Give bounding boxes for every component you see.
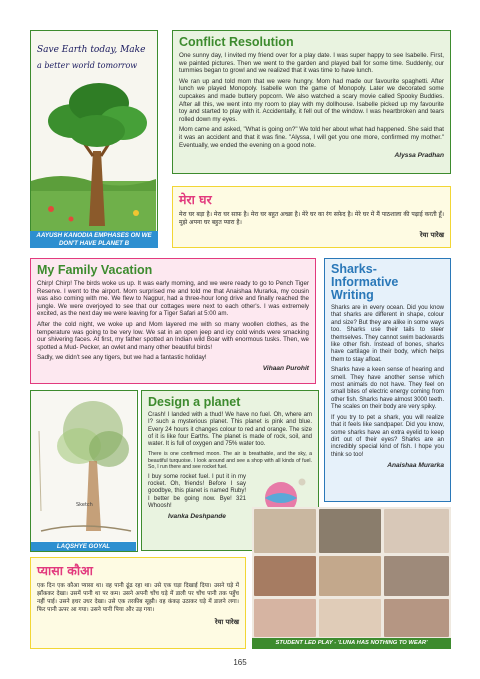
svg-text:Sketch: Sketch bbox=[76, 502, 93, 508]
article-pyasa-kauwa bbox=[30, 557, 246, 649]
planet-paragraph-3: I buy some rocket fuel. I put it in my rocket. Oh, friends! Before I say goodbye, this planet is named Ruby! I better be going now. Bye! 321 Whoosh! bbox=[148, 473, 246, 509]
planet-author: Ivanka Deshpande bbox=[168, 513, 226, 521]
sharks-paragraph-3: If you try to pet a shark, you will realize that it feels like sandpaper. Did you know, some sharks have an extra eyelid to keep dirt out of their eyes? Sharks are an incredibly special kind of fish. I hope you think so too! bbox=[331, 414, 444, 458]
vacation-paragraph-3: Sadly, we didn't see any tigers, but we had a fantastic holiday! bbox=[37, 354, 207, 362]
vacation-paragraph-1: Chirp! Chirp! The birds woke us up. It was early morning, and we were ready to go to Pench Tiger Reserve. I went to the airport. Mom surprised me and told me that Anaishaa Murarka, my cousin was also coming with me. We flew to Nagpur, had a three-hour long drive and finally reached the jungle. We were overjoyed to see that our cottages were next to each other's. I was extremely excited, as the next day we were leaving for a Tiger Safari at 5:00 am. bbox=[37, 280, 309, 318]
sharks-author: Anaishaa Murarka bbox=[387, 462, 444, 470]
photo-tile-5 bbox=[319, 556, 381, 596]
photo-student-play bbox=[252, 507, 451, 649]
kauwa-author: रेया पारेख bbox=[214, 618, 239, 626]
drawing-tree-art bbox=[31, 391, 136, 541]
article-mera-ghar bbox=[172, 186, 451, 248]
drawing-save-earth-caption: AAYUSH KANODIA EMPHASES ON WE DON'T HAVE PLANET B bbox=[30, 231, 158, 248]
handwritten-line-1: Save Earth today, Make bbox=[37, 45, 146, 55]
drawing-save-earth bbox=[30, 30, 158, 248]
vacation-author: Vihaan Purohit bbox=[262, 364, 309, 372]
planet-paragraph-2: There is one confirmed moon. The air is breathable, and the sky, a beautiful turquoise. I look around and see a shop with all kinds of fuel. So, I run there and see rocket fuel. bbox=[148, 451, 312, 471]
planet-title: Design a planet bbox=[148, 395, 241, 409]
kauwa-text: एक दिन एक कौआ प्यासा था। वह पानी ढूंढ रहा था। उसे एक घड़ा दिखाई दिया। उसने घड़े में झाँककर देखा। उसमें पानी था पर कम। उसने अपनी चोंच घड़े में डाली पर चोंच पानी तक पहुँच नहीं पाई। उसने इधर उधर देखा। उसे एक तरकीब सूझी। वह कंकड़ उठाकर घड़े में डालने लगा। फिर पानी ऊपर आ गया। उसने पानी पिया और उड़ गया। bbox=[37, 583, 239, 613]
handwritten-line-2: a better world tomorrow bbox=[37, 61, 138, 70]
mera-ghar-author: रेया पारेख bbox=[419, 231, 444, 239]
sharks-title: Sharks- Informative Writing bbox=[331, 262, 399, 302]
photo-tile-6 bbox=[384, 556, 449, 596]
article-conflict-resolution bbox=[172, 30, 451, 174]
sharks-paragraph-1: Sharks are in every ocean. Did you know that sharks are different in shape, colour and size? But they are alike in some ways too. Sharks use their tails to steer themselves. They cannot swim backwards like other fish. Instead of bones, sharks have cartilage in their body, which helps them to stay afloat. bbox=[331, 305, 444, 363]
vacation-title: My Family Vacation bbox=[37, 263, 153, 277]
kauwa-title: प्यासा कौआ bbox=[37, 563, 93, 578]
photo-caption: STUDENT LED PLAY - 'LUNA HAS NOTHING TO WEAR' bbox=[252, 638, 451, 649]
article-sharks bbox=[324, 258, 451, 502]
conflict-title: Conflict Resolution bbox=[179, 35, 294, 49]
drawing-tree bbox=[30, 390, 138, 552]
vacation-paragraph-2: After the cold night, we woke up and Mom layered me with so many woollen clothes, as the temperature was going to be very low. We sat in an open jeep and icy cold winds were smacking our shivering faces. At first, my father spotted an Indian wild Boar with enormous tusks. Then, we spotted a Mud- Pecker, an owlet and many other beautiful birds! bbox=[37, 320, 309, 351]
conflict-paragraph-3: Mom came and asked, "What is going on?" We told her about what had happened. She said that it was an accident and that it was fine. "Alyssa, I will get you one more, confirmed my mother." Eventually, we ended the evening on a good note. bbox=[179, 126, 444, 149]
photo-tile-8 bbox=[319, 599, 381, 637]
page-number: 165 bbox=[233, 658, 247, 667]
photo-tile-3 bbox=[384, 509, 449, 553]
mera-ghar-title: मेरा घर bbox=[179, 192, 212, 207]
conflict-paragraph-2: We ran up and told mom that we were hungry. Mom had made our favourite spaghetti. After lunch we played Monopoly. Isabelle won the game of Monopoly. Later we decorated some cupcakes and made buttery popcorn. We also watched a scary movie called Spooky Buddies. After all this, we went into my room to play with my dollhouse. Isabelle picked up my favourite toy and started to play with it. Accidentally, it fell out of the window. I was heartbroken and tears rolled down my eyes. bbox=[179, 77, 444, 123]
mera-ghar-text: मेरा घर बड़ा है। मेरा घर साफ़ है। मेरा घर बहुत अच्छा है। मेरे घर का रंग सफ़ेद है। मेरे घर में मैं पाठशाला की पढ़ाई करती हूँ। मुझे अपना घर बहुत प्यारा है। bbox=[179, 211, 444, 226]
photo-tile-1 bbox=[254, 509, 316, 553]
photo-tile-7 bbox=[254, 599, 316, 637]
drawing-tree-caption: LAQSHYE GOYAL bbox=[31, 542, 136, 551]
photo-tile-9 bbox=[384, 599, 449, 637]
sharks-paragraph-2: Sharks have a keen sense of hearing and smell. They have another sense which most animals do not have. They feel on small bites of electric energy coming from other fish. Sharks have almost 3000 teeth. The scales on their body are very spiky. bbox=[331, 367, 444, 411]
photo-tile-2 bbox=[319, 509, 381, 553]
article-family-vacation bbox=[30, 258, 316, 384]
conflict-author: Alyssa Pradhan bbox=[394, 152, 444, 160]
conflict-paragraph-1: One sunny day, I invited my friend over for a play date. I was super happy to see Isabelle. First, we painted pictures. Then we went to the garden and played ball for some time. Suddenly, our tummies began to growl and we realized that it was time to have lunch. bbox=[179, 52, 444, 75]
photo-tile-4 bbox=[254, 556, 316, 596]
planet-paragraph-1: Crash! I landed with a thud! We have no fuel. Oh, where am I? such a mysterious planet. This planet is pink and blue. Every 24 hours it changes colour to red and orange. The size of it is like four Earths. The planet is made of rock, soil, and water. It is full of oxygen and 75% water too. bbox=[148, 412, 312, 448]
planet-paragraph-3-wrap bbox=[148, 474, 246, 520]
